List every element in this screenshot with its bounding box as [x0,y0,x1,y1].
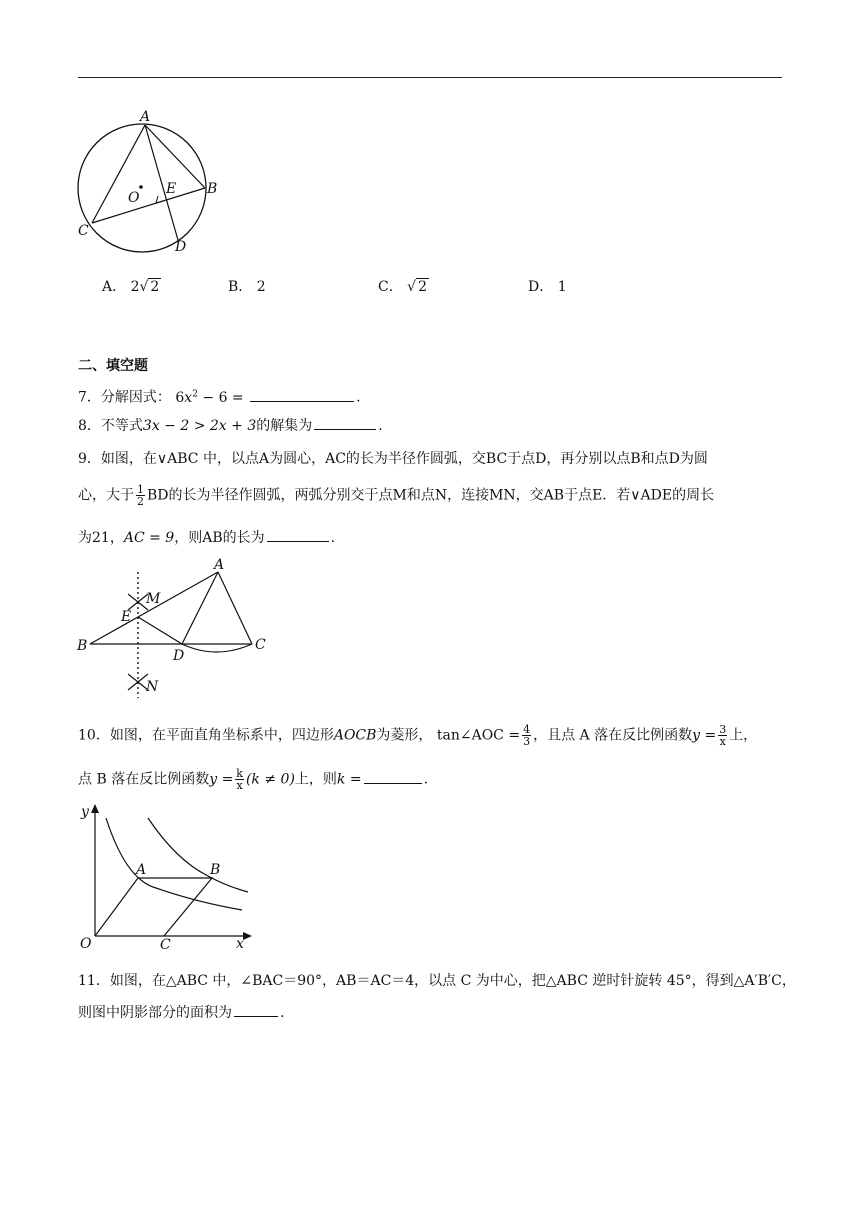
label-o: O [80,936,92,952]
option-a: A． 2√ 2 [102,279,160,295]
question-9-line-2: 心，大于 $\frac{1}{2}$ BD的长为半径作圆弧，两弧分别交于点M和点N，连接MN，交AB于点E．若∨ADE的周长 [78,483,715,508]
label-b: B [210,862,221,878]
label-a: A [140,109,151,125]
triangle-figure [76,558,276,703]
answer-blank[interactable] [234,1002,278,1017]
label-m: M [146,591,161,607]
curve-y-3-over-x [106,818,242,910]
label-n: N [146,679,159,695]
answer-blank[interactable] [267,527,329,542]
answer-blank[interactable] [250,387,354,402]
option-d: D． 1 [528,279,567,295]
option-c: C． √ 2 [378,279,428,295]
section-title: 二、填空题 [78,358,148,374]
center-dot [139,185,143,189]
question-10-line-2: 点 B 落在反比例函数y = $\frac{k}{x}$ (k ≠ 0)上，则k = . [78,767,429,792]
label-x: x [236,936,244,952]
label-a: A [214,557,225,573]
answer-blank[interactable] [314,415,376,430]
hyperbola-figure [76,800,256,953]
question-9-line-3: 为21，AC = 9，则AB的长为 . [78,527,335,548]
chord-cb [92,188,205,223]
label-c: C [160,937,171,953]
question-8: 8．不等式3x − 2 > 2x + 3的解集为 . [78,415,383,436]
question-10-line-1: 10．如图，在平面直角坐标系中，四边形AOCB为菱形， tan∠AOC = $\frac{4}{3}$ ，且点 A 落在反比例函数y = $\frac{3}{x}$ 上， [78,723,758,748]
label-b: B [207,181,218,197]
question-7: 7．分解因式： $6x^2 - 6$ = . [78,384,361,408]
question-9-line-1: 9．如图，在∨ABC 中，以点A为圆心，AC的长为半径作圆弧，交BC于点D，再分别以点B和点D为圆 [78,451,708,467]
y-axis-arrow-icon [91,804,99,813]
label-o: O [128,190,140,206]
segment-ed [138,617,182,644]
label-e: E [121,609,132,625]
circle-figure [70,105,230,255]
question-11-line-2: 则图中阴影部分的面积为 . [78,1002,284,1023]
x-axis-arrow-icon [243,932,252,940]
segment-ba [90,572,218,644]
label-a: A [136,862,147,878]
label-c: C [255,637,266,653]
label-e: E [166,181,177,197]
segment-ac [218,572,252,644]
label-d: D [173,648,185,664]
label-d: D [175,239,187,255]
option-b: B． 2 [228,279,266,295]
curve-y-k-over-x [148,818,248,892]
label-c: C [78,223,89,239]
header-rule [78,77,782,78]
arc-cd [182,644,252,652]
label-y: y [81,804,89,820]
question-11-line-1: 11．如图，在△ABC 中，∠BAC＝90°，AB＝AC＝4，以点 C 为中心，把△ABC 逆时针旋转 45°，得到△A′B′C， [78,973,796,989]
answer-blank[interactable] [364,769,422,784]
label-b: B [77,638,88,654]
